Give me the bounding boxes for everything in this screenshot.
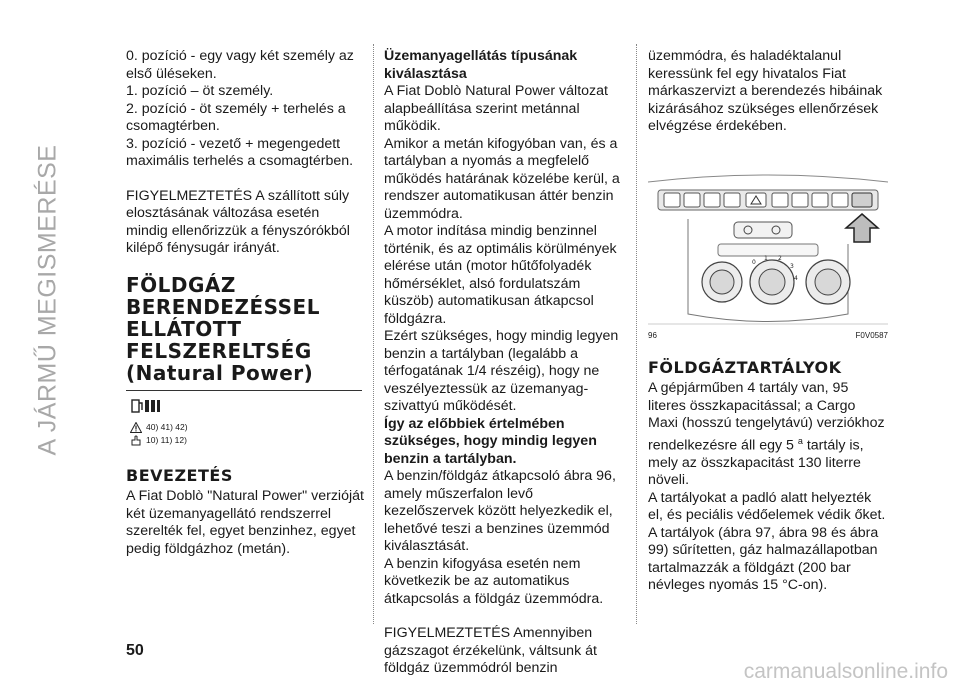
reference-list	[126, 397, 364, 447]
section-title-intro: BEVEZETÉS	[126, 465, 233, 485]
paragraph: A Fiat Doblò Natural Power változat alapbeállítása szerint metánnal működik.	[384, 83, 608, 134]
side-chapter-title: A JÁRMŰ MEGISMERÉSE	[33, 144, 62, 456]
paragraph: Amikor a metán kifogyóban van, és a tartályban a nyomás a megfelelő működés határának közelébe kerül, a rendszer automatikusan áttér benzin üzemmódra.	[384, 135, 620, 222]
section-title-natural-power: FÖLDGÁZ BERENDEZÉSSEL ELLÁTOTT FELSZERELTSÉG (Natural Power)	[126, 274, 362, 391]
paragraph: Ezért szükséges, hogy mindig legyen benzin a tartályban (legalább a térfogatának 1/4 részéig), hogy ne veszélyeztessük az üzemanyag-szivattyú működését.	[384, 328, 619, 414]
svg-text:0: 0	[752, 258, 756, 266]
figure-dashboard-switch	[648, 164, 888, 347]
svg-text:3: 3	[790, 262, 794, 270]
reference-numbers: 40) 41) 42)	[146, 421, 188, 432]
list-item: 3. pozíció - vezető + megengedett maximális terhelés a csomagtérben.	[126, 135, 354, 169]
warning-text: FIGYELMEZTETÉS A szállított súly elosztásának változása esetén mindig ellenőrizzük a fényszórókból kilépő fénysugár irányát.	[126, 187, 350, 256]
emphasis-heading: Így az előbbiek értelmében szükséges, hogy mindig legyen benzin a tartályban.	[384, 415, 597, 467]
paragraph: A benzin/földgáz átkapcsoló ábra 96, amely műszerfalon levő kezelőszervek között helyezkedik el, lehetővé teszi a benzines üzemmód kiválasztását.	[384, 468, 616, 554]
paragraph	[648, 380, 888, 490]
warning-text: FIGYELMEZTETÉS Amennyiben gázszagot érzékelünk, váltsunk át földgáz üzemmódról benzin	[384, 625, 597, 676]
page-number: 50	[126, 642, 144, 659]
reference-numbers: 10) 11) 12)	[146, 434, 187, 445]
info-hand-icon	[130, 435, 142, 446]
superscript: a	[797, 435, 803, 446]
subsection-heading: Üzemanyagellátás típusának kiválasztása	[384, 48, 578, 82]
paragraph-text: A gépjárműben 4 tartály van, 95 literes összkapacitással; a Cargo Maxi (hosszú tengelytávú) verziókhoz rendelkezésre áll egy 5	[648, 380, 885, 454]
column-2	[384, 48, 624, 678]
column-3	[648, 48, 888, 595]
column-divider	[373, 44, 374, 624]
paragraph-text: tartály is, mely az összkapacitást 130 literre növeli.	[648, 437, 864, 489]
warning-triangle-icon	[130, 422, 142, 433]
dashboard-illustration	[648, 164, 888, 334]
svg-text:2: 2	[778, 254, 782, 262]
list-item: 1. pozíció – öt személy.	[126, 83, 274, 99]
svg-text:4: 4	[794, 274, 798, 282]
paragraph: A tartályok (ábra 97, ábra 98 és ábra 99) sűrítetten, gáz halmazállapotban tartalmazzák a földgázt (200 bar névleges nyomás 15 °C-on).	[648, 524, 879, 594]
list-item: 2. pozíció - öt személy + terhelés a csomagtérben.	[126, 100, 346, 134]
paragraph: A benzin kifogyása esetén nem következik be az automatikus átkapcsolás a földgáz üzemmódra.	[384, 555, 604, 607]
figure-number: 96	[648, 331, 657, 340]
reference-row	[126, 421, 364, 434]
intro-text: A Fiat Doblò "Natural Power" verzióját két üzemanyagellátó rendszerrel szerelték fel, egyet benzinhez, egyet pedig földgázhoz (metán).	[126, 488, 364, 557]
column-divider	[636, 44, 637, 624]
paragraph: A tartályokat a padló alatt helyezték el, és peciális védőelemek védik őket.	[648, 489, 886, 524]
reference-row	[126, 434, 364, 447]
svg-text:1: 1	[764, 254, 768, 262]
fuel-pump-icon	[130, 397, 364, 417]
list-item: 0. pozíció - egy vagy két személy az első üléseken.	[126, 48, 354, 82]
watermark: carmanualsonline.info	[743, 660, 948, 683]
column-1	[126, 48, 364, 558]
figure-code: F0V0587	[855, 331, 888, 340]
paragraph: üzemmódra, és haladéktalanul keressünk fel egy hivatalos Fiat márkaszervizt a berendezés hibáinak kizárásához szükséges ellenőrzések elvégzése érdekében.	[648, 48, 883, 134]
paragraph: A motor indítása mindig benzinnel történik, és az optimális körülmények elérése után (motor hűtőfolyadék hőmérséklet, alsó fordulatszám küszöb) automatikusan átkapcsol földgázra.	[384, 223, 617, 327]
section-title-tanks: FÖLDGÁZTARTÁLYOK	[648, 357, 842, 377]
